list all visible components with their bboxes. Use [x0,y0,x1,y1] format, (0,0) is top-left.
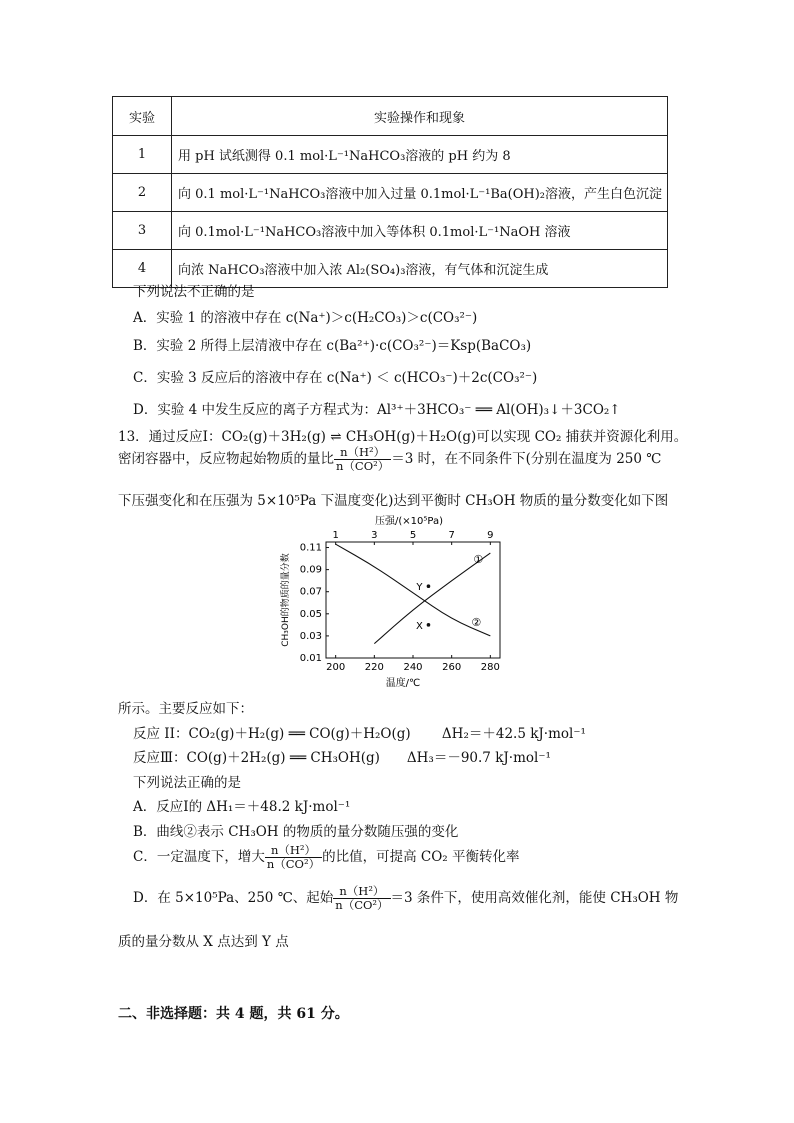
q13-line1: 13．通过反应Ⅰ：CO₂(g)＋3H₂(g) ⇌ CH₃OH(g)＋H₂O(g)可以实现 CO₂ 捕获并资源化利用。 [118,429,688,445]
point-label: X [416,620,423,632]
fraction-denominator: n（CO²） [266,857,321,871]
fraction-denominator: n（CO²） [336,459,390,473]
section-2-heading: 二、非选择题：共 4 题，共 61 分。 [118,1006,349,1022]
ch3oh-fraction-chart [270,512,520,692]
q13-line4: 所示。主要反应如下： [118,701,253,717]
series-line-1 [374,553,490,644]
q13-option-a: A．反应Ⅰ的 ΔH₁＝＋48.2 kJ·mol⁻¹ [133,799,351,815]
q13-option-d-pre: D．在 5×10⁵Pa、250 ℃、起始 [133,890,334,906]
fraction-numerator: n（H²） [333,885,390,899]
q12-option-d: D．实验 4 中发生反应的离子方程式为：Al³⁺＋3HCO₃⁻ ══ Al(OH)₃↓＋3CO₂↑ [133,402,621,418]
row-text: 向 0.1mol·L⁻¹NaHCO₃溶液中加入等体积 0.1mol·L⁻¹NaOH 溶液 [172,212,668,250]
ratio-fraction [265,844,322,871]
row-text: 用 pH 试纸测得 0.1 mol·L⁻¹NaHCO₃溶液的 pH 约为 8 [172,136,668,174]
fraction-numerator: n（H²） [334,446,391,460]
table-header-row [113,97,668,136]
table-row [113,136,668,174]
q13-option-c [133,844,520,871]
q13-option-d-post: ＝3 条件下，使用高效催化剂，能使 CH₃OH 物 [390,890,679,906]
top-tick-label: 7 [448,530,455,541]
header-experiment: 实验 [113,97,172,136]
table-row [113,174,668,212]
q13-stem: 下列说法正确的是 [133,775,241,791]
series-line-2 [336,544,491,636]
q12-option-c: C．实验 3 反应后的溶液中存在 c(Na⁺) ＜ c(HCO₃⁻)＋2c(CO₃²⁻) [133,370,538,386]
q13-line2-pre: 密闭容器中，反应物起始物质的量比 [118,451,334,467]
row-number: 4 [113,250,172,288]
ratio-fraction [333,885,390,912]
x-tick-label: 220 [364,662,384,673]
q13-line3: 下压强变化和在压强为 5×10⁵Pa 下温度变化)达到平衡时 CH₃OH 物质的量分数变化如下图 [118,493,669,509]
y-tick-label: 0.01 [299,653,322,664]
q13-option-b: B．曲线②表示 CH₃OH 的物质的量分数随压强的变化 [133,824,459,840]
row-number: 1 [113,136,172,174]
row-number: 3 [113,212,172,250]
x-tick-label: 240 [403,662,423,673]
q12-option-b: B．实验 2 所得上层清液中存在 c(Ba²⁺)·c(CO₃²⁻)＝Ksp(BaCO₃) [133,338,532,354]
q13-option-d [133,885,678,912]
experiment-table [112,96,668,288]
point-y [427,584,431,588]
fraction-denominator: n（CO²） [335,898,389,912]
point-label: Y [416,582,423,594]
x-tick-label: 200 [326,662,346,673]
top-tick-label: 3 [371,530,378,541]
ratio-fraction [334,446,391,473]
row-number: 2 [113,174,172,212]
row-text: 向 0.1 mol·L⁻¹NaHCO₃溶液中加入过量 0.1mol·L⁻¹Ba(OH)₂溶液，产生白色沉淀 [172,174,668,212]
reaction-2: 反应 II：CO₂(g)＋H₂(g) ══ CO(g)＋H₂O(g) ΔH₂＝＋42.5 kJ·mol⁻¹ [133,726,586,742]
q13-option-c-pre: C．一定温度下，增大 [133,849,265,865]
y-tick-label: 0.05 [299,608,322,620]
row-text: 向浓 NaHCO₃溶液中加入浓 Al₂(SO₄)₃溶液，有气体和沉淀生成 [172,250,668,288]
q13-line2 [118,446,661,473]
point-x [427,623,431,627]
y-tick-label: 0.09 [299,564,322,576]
top-tick-label: 5 [409,530,417,541]
x-axis-label: 温度/℃ [385,678,421,689]
x-tick-label: 280 [480,662,500,673]
header-operation: 实验操作和现象 [172,97,668,136]
y-tick-label: 0.07 [299,586,322,598]
q13-option-c-post: 的比值，可提高 CO₂ 平衡转化率 [322,849,520,865]
series-label: ② [471,615,482,629]
table-row [113,212,668,250]
top-tick-label: 1 [332,530,339,541]
top-tick-label: 9 [487,530,494,541]
q13-option-d-line2: 质的量分数从 X 点达到 Y 点 [118,934,289,950]
reaction-3: 反应Ⅲ：CO(g)＋2H₂(g) ══ CH₃OH(g) ΔH₃＝－90.7 kJ·mol⁻¹ [133,750,551,766]
fraction-numerator: n（H²） [265,844,322,858]
top-axis-title: 压强/(×10⁵Pa) [375,516,443,527]
y-tick-label: 0.11 [299,542,322,554]
q13-line2-post: ＝3 时，在不同条件下(分别在温度为 250 ℃ [391,451,662,467]
x-tick-label: 260 [442,662,462,673]
q12-option-a: A．实验 1 的溶液中存在 c(Na⁺)＞c(H₂CO₃)＞c(CO₃²⁻) [133,310,478,326]
y-tick-label: 0.03 [299,630,322,642]
series-label: ① [473,553,484,567]
q12-stem: 下列说法不正确的是 [133,284,255,300]
y-axis-label: CH₃OH的物质的量分数 [281,553,291,647]
